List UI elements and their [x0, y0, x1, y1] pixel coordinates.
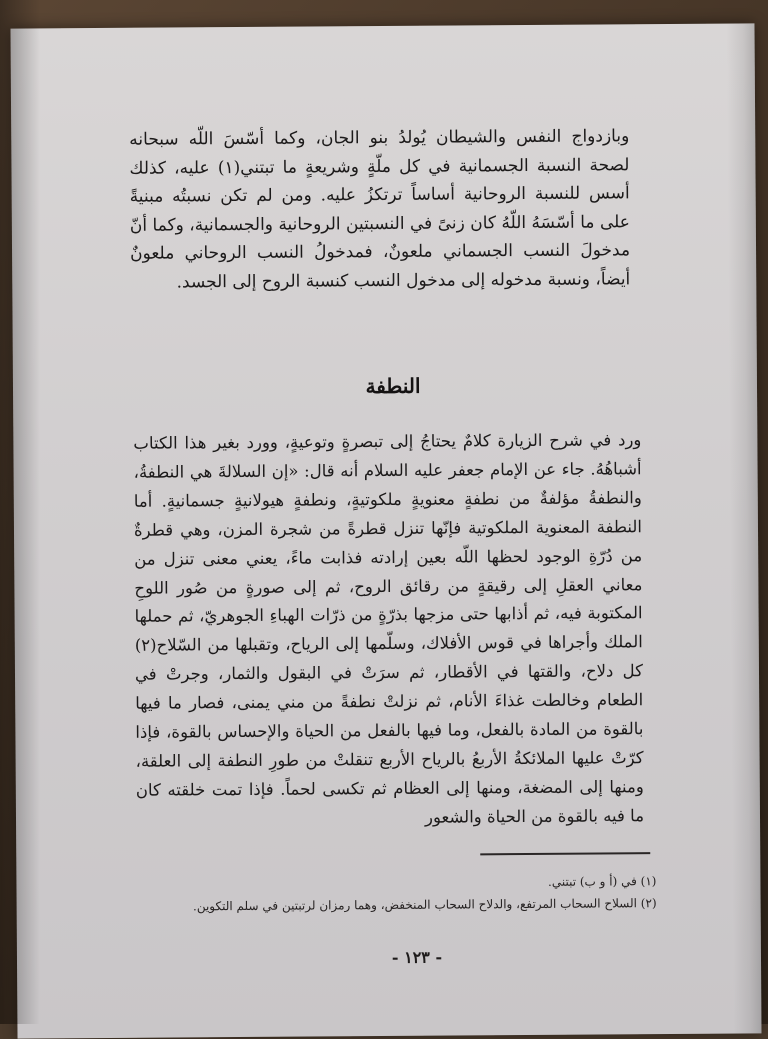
footnote-2: (٢) السلاح السحاب المرتفع، والدلاح السحاب المنخفض، وهما رمزان لرتبتين في سلم التكوين. — [192, 896, 657, 914]
section-heading: النطفة — [365, 373, 421, 399]
footnotes — [166, 870, 656, 917]
footnote-1: (١) في (أ و ب) تبتني. — [547, 874, 657, 889]
book-page — [10, 23, 761, 1038]
binding-shadow — [0, 0, 40, 1024]
page-number: - ١٢٣ - — [391, 947, 443, 967]
footnote-divider — [480, 852, 650, 855]
paragraph-body: ورد في شرح الزيارة كلامٌ يحتاجُ إلى تبصرةٍ وتوعيةٍ، وورد بغير هذا الكتاب أشباهُهُ. جاء عن الإمام جعفر عليه السلام أنه قال: «إن السلالةَ هي النطفةُ، والنطفةُ مؤلفةٌ من نطفةٍ معنويةٍ ملكوتيةٍ، ونطفةٍ هيولانيةٍ جسمانيةٍ. أما النطفة المعنوية الملكوتية فإنّها تنزل قطرةً من شجرة المزن، وهي قطرةٌ من دُرّةِ الوجود لحظها اللّه بعين إرادته فذابت ماءً، يعني معنى تنزل من معاني العقلِ إلى رقيقةٍ من رقائق الروح، ثم إلى صورةٍ من صُور اللوحِ المكتوبة فيه، ثم أذابها حتى مزجها بذرّةٍ من ذرّات الهباءِ الجوهريّ، ثم حملها الملك وأجراها في قوس الأفلاك، وسلّمها إلى الرياح، وتقبلها من السّلاح(٢) كل دلاح، والقتها في الأقطار، ثم سرَتْ في البقول والثمار، وجرتْ في الطعام وخالطت غذاءَ الأنام، ثم نزلتْ نطفةً من مني يمنى، فصار ما فيها بالقوة من المادة بالفعل، وما فيها بالفعل من الحياة والإحساس بالقوة، فإذا كرّتْ عليها الملائكةُ الأربعُ بالرياح الأربع تنقلتْ من طورِ النطفة إلى العلقة، ومنها إلى المضغة، ومنها إلى العظام ثم تكسى لحماً. فإذا تمت خلقته كان ما فيه بالقوة من الحياة والشعور — [133, 430, 645, 827]
paragraph-intro: وبازدواج النفس والشيطان يُولدُ بنو الجان، وكما أسّسَ اللّه سبحانه لصحة النسبة الجسمانية في كل ملّةٍ وشريعةٍ ما تبتني(١) عليه، كذلك أسس للنسبة الروحانية أساساً ترتكزُ عليه. ومن لم تكن نسبتُه مبنيةً على ما أسّسَهُ اللّهُ كان زنىً في النسبتين الروحانية والجسمانية، وكما أنّ مدخولَ النسب الجسماني ملعونٌ، فمدخولُ النسب الروحاني ملعونٌ أيضاً، ونسبة مدخوله إلى مدخول النسب كنسبة الروح إلى الجسد. — [129, 126, 631, 292]
